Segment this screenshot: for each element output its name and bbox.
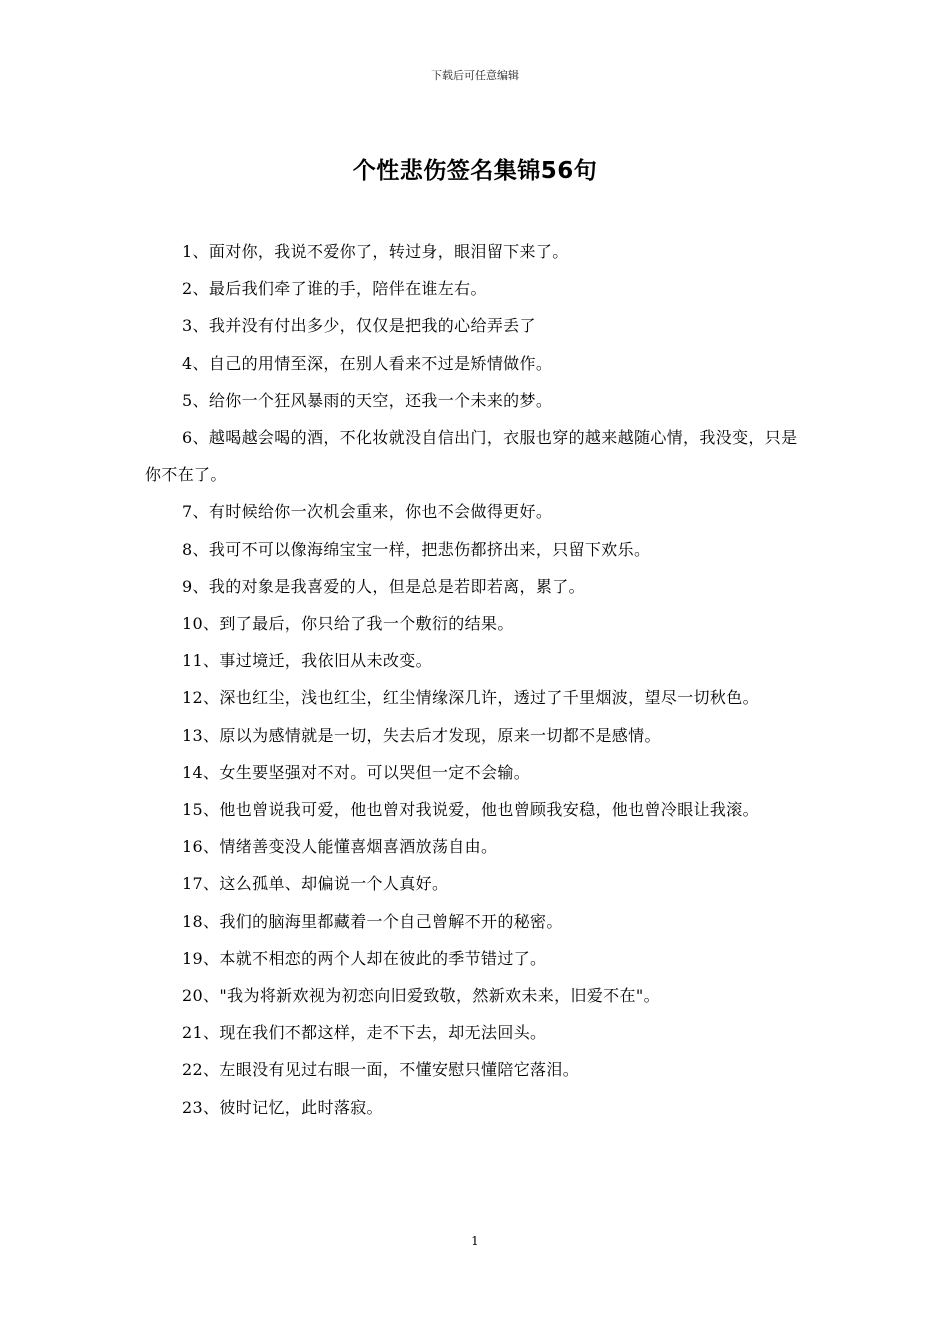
list-item: 3、我并没有付出多少，仅仅是把我的心给弄丢了: [182, 316, 536, 336]
list-item: 1、面对你，我说不爱你了，转过身，眼泪留下来了。: [182, 242, 569, 261]
list-item: 7、有时候给你一次机会重来，你也不会做得更好。: [182, 502, 553, 522]
list-item: 4、自己的用情至深，在别人看来不过是矫情做作。: [182, 353, 553, 373]
list-item: 18、我们的脑海里都藏着一个自己曾解不开的秘密。: [182, 911, 563, 931]
list-item: 11、事过境迁，我依旧从未改变。: [182, 651, 432, 671]
list-item: 13、原以为感情就是一切，失去后才发现，原来一切都不是感情。: [182, 725, 661, 745]
list-item: 6、越喝越会喝的酒，不化妆就没自信出门，衣服也穿的越来越随心情，我没变，只是你不在了。: [145, 428, 798, 485]
page-number: 1: [471, 1234, 479, 1248]
list-item: 8、我可不可以像海绵宝宝一样，把悲伤都挤出来，只留下欢乐。: [182, 539, 651, 559]
list-item: 20、"我为将新欢视为初恋向旧爱致敬，然新欢未来，旧爱不在"。: [182, 986, 660, 1006]
list-item: 19、本就不相恋的两个人却在彼此的季节错过了。: [182, 948, 547, 968]
list-item: 16、情绪善变没人能懂喜烟喜酒放荡自由。: [182, 837, 498, 857]
list-item: 5、给你一个狂风暴雨的天空，还我一个未来的梦。: [182, 390, 553, 410]
list-item: 15、他也曾说我可爱，他也曾对我说爱，他也曾顾我安稳，他也曾冷眼让我滚。: [182, 800, 759, 820]
list-item: 9、我的对象是我喜爱的人，但是总是若即若离，累了。: [182, 576, 585, 596]
page-title: 个性悲伤签名集锦56句: [352, 158, 598, 184]
list-item: 12、深也红尘，浅也红尘，红尘情缘深几许，透过了千里烟波，望尽一切秋色。: [182, 688, 759, 708]
list-item: 2、最后我们牵了谁的手，陪伴在谁左右。: [182, 279, 487, 299]
page-header: 下载后可任意编辑: [431, 69, 519, 82]
list-item: 10、到了最后，你只给了我一个敷衍的结果。: [182, 614, 514, 634]
document-body: [145, 233, 810, 1126]
list-item: 23、彼时记忆，此时落寂。: [182, 1097, 383, 1117]
list-item: 14、女生要坚强对不对。可以哭但一定不会输。: [182, 762, 531, 782]
list-item: 21、现在我们不都这样，走不下去，却无法回头。: [182, 1023, 547, 1043]
list-item: 17、这么孤单、却偏说一个人真好。: [182, 874, 449, 894]
list-item: 22、左眼没有见过右眼一面，不懂安慰只懂陪它落泪。: [182, 1060, 580, 1080]
